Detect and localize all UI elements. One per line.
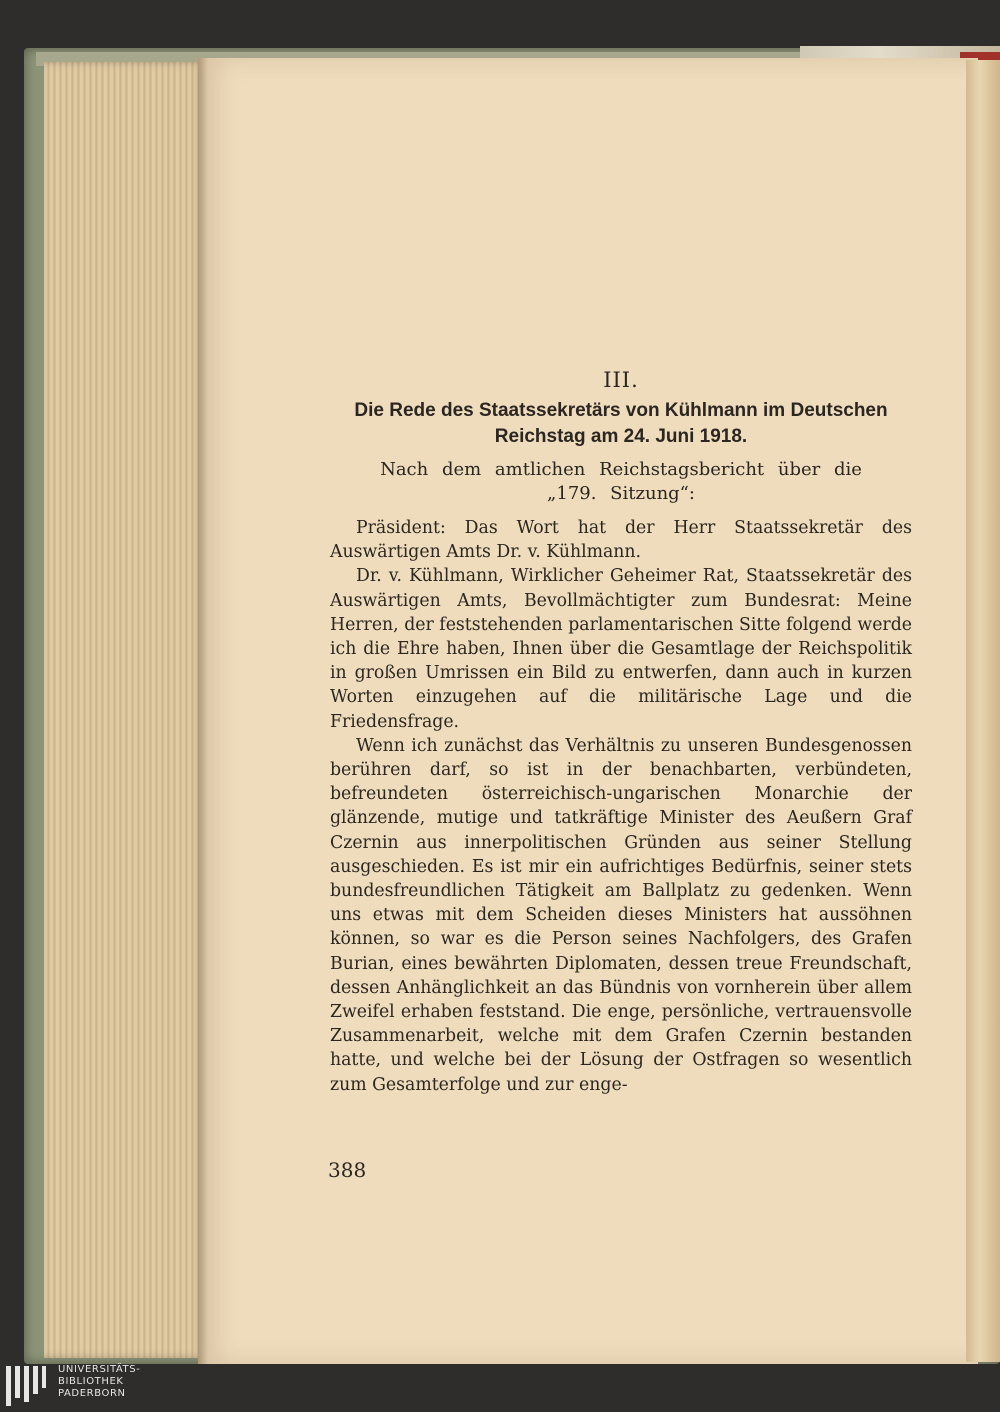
library-logo-text — [58, 1364, 140, 1400]
subtitle-line-2: „179. Sitzung“: — [547, 483, 695, 504]
page-gutter-shadow — [198, 58, 208, 1364]
right-page-edge — [966, 60, 1000, 1362]
logo-line-1: UNIVERSITÄTS- — [58, 1364, 141, 1375]
paragraph-1: Präsident: Das Wort hat der Herr Staatssekretär des Auswärtigen Amts Dr. v. Kühlmann. — [330, 518, 912, 563]
footer-bar — [0, 1364, 1000, 1412]
logo-line-3: PADERBORN — [58, 1388, 126, 1399]
subtitle-line-1: Nach dem amtlichen Reichstagsbericht über die — [380, 459, 862, 480]
title-line-2: Reichstag am 24. Juni 1918. — [494, 426, 748, 447]
paragraph-3: Wenn ich zunächst das Verhältnis zu unseren Bundesgenossen berühren darf, so ist in der benachbarten, verbündeten, befreundeten österreichisch-ungarischen Monarchie der glänzende, mutige und tatkräftige Minister des Aeußern Graf Czernin aus innerpolitischen Gründen aus seiner Stellung ausgeschieden. Es ist mir ein aufrichtiges Bedürfnis, seiner stets bundesfreundlichen Tätigkeit am Ballplatz zu gedenken. Wenn uns etwas mit dem Scheiden dieses Ministers hat aussöhnen können, so war es die Person seines Nachfolgers, des Grafen Burian, eines bewährten Diplomaten, dessen treue Freundschaft, dessen Anhänglichkeit an das Bündnis von vornherein über allem Zweifel erhaben feststand. Die enge, persönliche, vertrauensvolle Zusammenarbeit, welche mit dem Grafen Czernin bestanden hatte, und welche bei der Lösung der Ostfragen so wesentlich zum Gesamterfolge und zur enge- — [330, 735, 912, 1095]
library-logo-icon — [4, 1364, 48, 1410]
section-number: III. — [603, 368, 639, 392]
page-number: 388 — [328, 1158, 367, 1182]
page-leaves-stack — [44, 62, 204, 1358]
chapter-title — [330, 398, 912, 450]
logo-line-2: BIBLIOTHEK — [58, 1376, 124, 1387]
page-text — [330, 368, 912, 1097]
subtitle — [330, 458, 912, 506]
paragraph-2: Dr. v. Kühlmann, Wirklicher Geheimer Rat, Staatssekretär des Auswärtigen Amts, Bevollmächtigter zum Bundesrat: Meine Herren, der feststehenden parlamentarischen Sitte folgend werde ich die Ehre haben, Ihnen über die Gesamtlage der Reichspolitik in großen Umrissen ein Bild zu entwerfen, dann auch in kurzen Worten einzugehen auf die militärische Lage und die Friedensfrage. — [330, 566, 912, 732]
title-line-1: Die Rede des Staatssekretärs von Kühlmann im Deutschen — [354, 400, 888, 421]
